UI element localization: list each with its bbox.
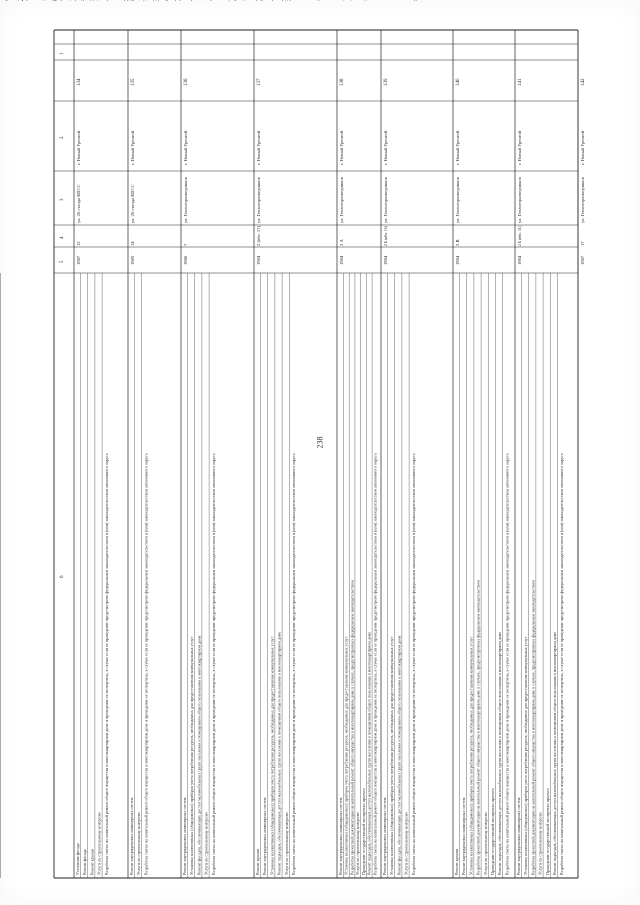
row-house: 12 — [76, 241, 81, 246]
header-number-6: 6 — [60, 575, 65, 578]
work-item: Разработка сметы на капитальный ремонт общего имущества в многоквартирном доме и проведение ее экспертизы, в случае если ее проведение предусмотрено федеральным законодательством и (или) законодательством автономного округа — [372, 453, 378, 875]
work-item: Ремонт фасадов, обеспечивающих доступ маломобильных групп населения к помещениям общего пользования в многоквартирном доме — [396, 635, 402, 875]
work-item: Установка коллективных (общедомовых) приборов учета потребления ресурсов, необходимых для предоставления коммунальных услуг — [269, 636, 275, 875]
work-item: Ремонт крыши — [454, 849, 459, 875]
work-item: Утепление фасада — [75, 843, 80, 875]
row-city: г. Новый Уренгой — [76, 130, 81, 165]
work-item: Ремонт внутридомовых инженерных систем — [262, 797, 268, 875]
header-number-5: 5 — [60, 260, 65, 263]
header-number-1: 1 — [60, 52, 65, 55]
row-address: ул. 26 съезда КПСС — [76, 184, 81, 223]
work-item: Ремонт внутридомовых инженерных систем — [516, 797, 521, 875]
work-item: Ремонт внутридомовых инженерных систем — [182, 797, 187, 875]
row-house: 2 (вбл. 17) — [256, 225, 261, 246]
work-item: Ремонт фасадов, обеспечивающих доступ маломобильных групп населения к помещениям общего пользования в многоквартирном доме — [196, 635, 202, 875]
work-item: Услуги по строительному контролю — [96, 812, 102, 875]
work-item: Услуги по строительному контролю — [482, 812, 488, 875]
row-number: 139 — [384, 78, 389, 86]
row-house: 14 — [130, 241, 135, 246]
row-number: 137 — [257, 78, 262, 86]
row-city: г. Новый Уренгой — [517, 130, 522, 165]
work-item: Разработка сметы на капитальный ремонт общего имущества в многоквартирном доме и проведение ее экспертизы, в случае если ее проведение предусмотрено федеральным законодательством и (или) законодательством автономного округа — [103, 453, 109, 875]
row-house: 2 А — [339, 239, 344, 246]
row-address: ул. Геологоразведчиков — [383, 177, 388, 223]
row-number: 135 — [131, 78, 136, 86]
work-item: Услуги по строительному контролю — [283, 812, 289, 875]
work-item: Установка коллективных (общедомовых) приборов учета потребления ресурсов, необходимых для предоставления коммунальных услуг — [389, 636, 395, 875]
row-number: 142 — [581, 78, 586, 86]
work-item: Услуги по строительному контролю — [355, 812, 361, 875]
header-number-2: 2 — [60, 136, 65, 139]
work-item: Проведение государственной экспертизы проекта — [490, 788, 495, 875]
work-item — [0, 0, 422, 2]
page-number: 238 — [315, 436, 325, 449]
row-house: 7 — [183, 243, 188, 246]
work-item: Разработка сметы на капитальный ремонт общего имущества в многоквартирном доме и проведение ее экспертизы, в случае если ее проведение предусмотрено федеральным законодательством и (или) законодательством автономного округа — [143, 453, 149, 875]
work-item: Ремонт крыши — [89, 849, 95, 875]
work-item: Разработка проектной документации на капитальный ремонт общего имущества в многоквартирном доме в случаях, предусмотренных федеральным законодательством — [475, 580, 481, 875]
row-address: ул. 26 съезда КПСС — [130, 184, 135, 223]
work-item: Проведение государственной экспертизы проекта — [360, 788, 366, 875]
work-item: Разработка проектной документации на капитальный ремонт общего имущества в многоквартирном доме в случаях, предусмотренных федеральным законодательством — [349, 580, 355, 875]
work-item: Разработка сметы на капитальный ремонт общего имущества в многоквартирном доме и проведение ее экспертизы, в случае если ее проведение предусмотрено федеральным законодательством и (или) законодательством автономного округа — [210, 453, 216, 875]
row-address: ул. Геологоразведчиков — [455, 177, 460, 223]
work-item: Ремонт внутридомовых инженерных систем — [129, 797, 134, 875]
row-house: 2 В — [455, 239, 460, 246]
row-city: г. Новый Уренгой — [256, 130, 261, 165]
row-year: 1984 — [455, 255, 460, 265]
row-house: 2 Б (вбл. 16) — [383, 222, 388, 246]
work-item: Ремонт подъездов, обеспечивающих доступ маломобильных групп населения к помещениям общего пользования в многоквартирном доме — [497, 631, 503, 875]
work-item: Ремонт подъездов, обеспечивающих доступ маломобильных групп населения к помещениям общего пользования в многоквартирном доме — [366, 631, 372, 875]
row-city: г. Новый Уренгой — [383, 130, 388, 165]
row-year: 1984 — [517, 255, 522, 265]
work-item: Услуги по строительному контролю — [403, 812, 409, 875]
work-item: Разработка сметы на капитальный ремонт общего имущества в многоквартирном доме и проведение ее экспертизы, в случае если ее проведение предусмотрено федеральным законодательством и (или) законодательством автономного округа — [504, 453, 510, 875]
row-number: 136 — [184, 78, 189, 86]
row-house: 2 Б (вбл. 11) — [517, 222, 522, 246]
work-item: Разработка сметы на капитальный ремонт общего имущества в многоквартирном доме и проведение ее экспертизы, в случае если ее проведение предусмотрено федеральным законодательством и (или) законодательством автономного округа — [410, 453, 416, 875]
row-address: ул. Геологоразведчиков — [256, 177, 261, 223]
row-city: г. Новый Уренгой — [130, 130, 135, 165]
work-item: Разработка проектной документации на капитальный ремонт общего имущества в многоквартирном доме в случаях, предусмотренных федеральным законодательством — [530, 580, 536, 875]
row-house: 17 — [580, 241, 585, 246]
row-year: 1987 — [580, 255, 585, 265]
work-item: Ремонт подъездов, обеспечивающих доступ маломобильных групп населения к помещениям общего пользования в многоквартирном доме — [552, 631, 557, 875]
row-year: 1985 — [130, 255, 135, 265]
work-item: Ремонт фасада — [82, 849, 88, 875]
row-year: 1987 — [76, 255, 81, 265]
work-item: Услуги по строительному контролю — [537, 812, 543, 875]
header-number-3: 3 — [60, 198, 65, 201]
row-address: ул. Геологоразведчиков — [339, 177, 344, 223]
work-item: Ремонт внутридомовых инженерных систем — [382, 797, 387, 875]
row-year: 1986 — [183, 255, 188, 265]
work-item: Ремонт внутридомовых инженерных систем — [461, 797, 467, 875]
work-item: Ремонт внутридомовых инженерных систем — [338, 797, 343, 875]
work-item: Разработка сметы на капитальный ремонт общего имущества в многоквартирном доме и проведение ее экспертизы, в случае если ее проведение предусмотрено федеральным законодательством и (или) законодательством автономного округа — [559, 453, 565, 875]
row-year: 1984 — [339, 255, 344, 265]
row-address: ул. Геологоразведчиков — [183, 177, 188, 223]
row-number: 138 — [340, 78, 345, 86]
row-city: г. Новый Уренгой — [339, 130, 344, 165]
row-number: 141 — [518, 78, 523, 86]
row-year: 1984 — [383, 255, 388, 265]
row-number: 140 — [456, 78, 461, 86]
row-address: ул. Геологоразведчиков — [517, 177, 522, 223]
work-item: Установка коллективных (общедомовых) приборов учета потребления ресурсов, необходимых для предоставления коммунальных услуг — [189, 636, 195, 875]
row-number: 134 — [77, 78, 82, 86]
work-item: Услуги по строительному контролю — [203, 812, 209, 875]
header-number-4: 4 — [60, 236, 65, 239]
work-item: Ремонт крыши — [255, 849, 260, 875]
work-item: Установка коллективных (общедомовых) приборов учета потребления ресурсов, необходимых для предоставления коммунальных услуг — [523, 636, 529, 875]
work-item: Разработка сметы на капитальный ремонт общего имущества в многоквартирном доме и проведение ее экспертизы, в случае если ее проведение предусмотрено федеральным законодательством и (или) законодательством автономного округа — [291, 453, 296, 875]
work-item: Установка коллективных (общедомовых) приборов учета потребления ресурсов, необходимых для предоставления коммунальных услуг — [343, 636, 349, 875]
row-city: г. Новый Уренгой — [183, 130, 188, 165]
row-city: г. Новый Уренгой — [455, 130, 460, 165]
row-address: ул. Геологоразведчиков — [580, 177, 585, 223]
row-city: г. Новый Уренгой — [580, 130, 585, 165]
row-year: 1984 — [256, 255, 261, 265]
work-item: Установка коллективных (общедомовых) приборов учета потребления ресурсов, необходимых для предоставления коммунальных услуг — [468, 636, 474, 875]
work-item: Услуги по строительному контролю — [136, 812, 142, 875]
work-item: Проведение государственной экспертизы проекта — [544, 788, 550, 875]
work-item: Ремонт подъездов, обеспечивающих доступ маломобильных групп населения к помещениям общего пользования в многоквартирном доме — [276, 631, 282, 875]
